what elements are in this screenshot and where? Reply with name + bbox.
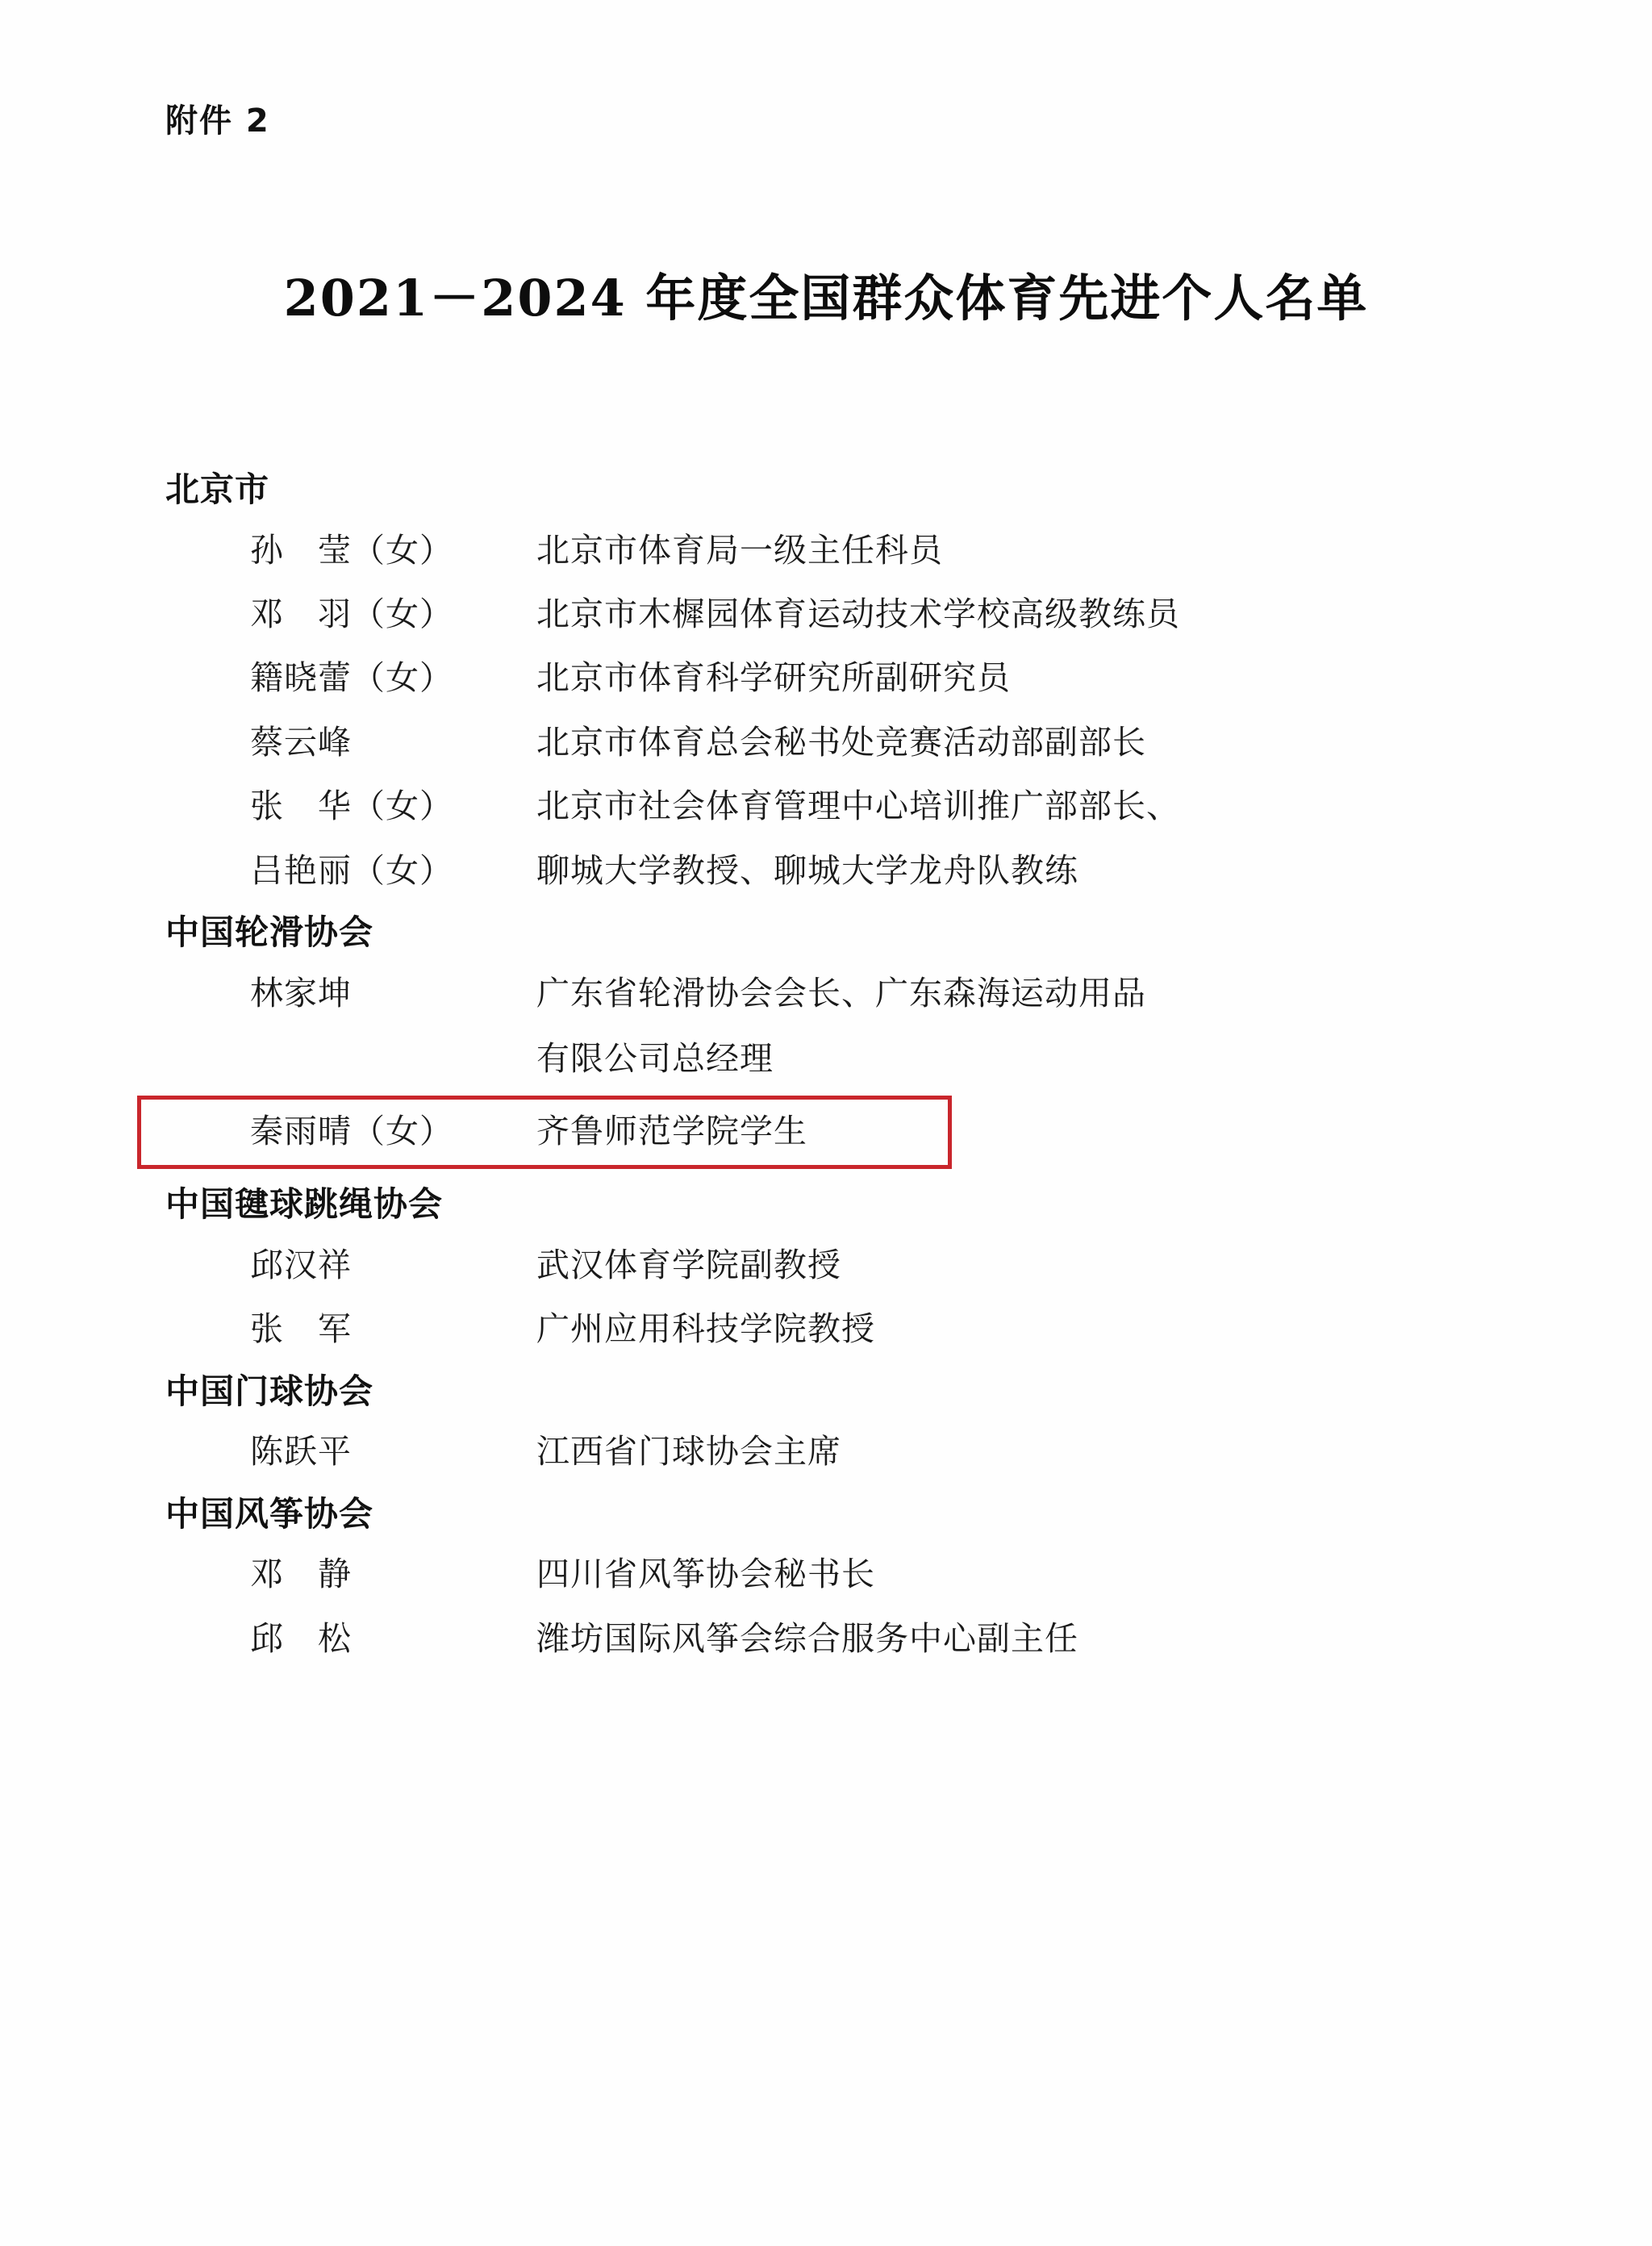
person-role-line-1: 武汉体育学院副教授 [536,1246,841,1284]
person-name: 邓 羽（女） [250,595,453,633]
section-heading: 北京市 [165,470,270,509]
person-role-line-1: 北京市木樨园体育运动技术学校高级教练员 [536,595,1180,633]
list-item [165,1305,1537,1353]
list-item [165,654,1537,702]
person-role-line-1: 北京市体育总会秘书处竞赛活动部副部长 [536,723,1146,761]
person-role-line-1: 聊城大学教授、聊城大学龙舟队教练 [536,851,1078,889]
person-role [536,847,1537,895]
person-role [536,970,1537,1083]
person-name: 林家坤 [250,974,352,1012]
list-item [165,970,1537,1083]
person-role [536,527,1537,574]
section-heading: 中国轮滑协会 [165,912,374,953]
list-item [165,1242,1537,1289]
list-item [165,1615,1537,1663]
list-item [165,719,1537,766]
person-role [536,719,1537,766]
person-role [536,1551,1537,1598]
person-role [536,783,1537,830]
person-name: 邓 静 [250,1555,352,1593]
person-name: 蔡云峰 [250,723,352,761]
page-title: 2021－2024 年度全国群众体育先进个人名单 [283,269,1369,328]
person-role-line-1: 潍坊国际风筝会综合服务中心副主任 [536,1619,1078,1657]
person-name: 孙 莹（女） [250,531,453,569]
person-role [536,1305,1537,1353]
person-name: 吕艳丽（女） [250,851,453,889]
person-role-line-1: 广州应用科技学院教授 [536,1310,875,1348]
person-role-line-1: 北京市社会体育管理中心培训推广部部长、 [536,787,1180,825]
person-role [536,654,1537,702]
person-name: 陈跃平 [250,1433,352,1471]
section-heading: 中国风筝协会 [165,1493,374,1534]
person-role-line-1: 四川省风筝协会秘书长 [536,1555,875,1593]
list-item-highlighted [141,1100,948,1165]
person-role-line-1: 北京市体育局一级主任科员 [536,531,943,569]
person-role-line-1: 北京市体育科学研究所副研究员 [536,659,1011,697]
person-role-line-2: 有限公司总经理 [536,1040,774,1078]
person-name: 张 军 [250,1310,352,1348]
person-role [536,591,1537,638]
list-item [165,783,1537,830]
person-role-line-1: 广东省轮滑协会会长、广东森海运动用品 [536,974,1146,1012]
list-item [165,527,1537,574]
person-name: 邱 松 [250,1619,352,1657]
person-role-line-1: 江西省门球协会主席 [536,1433,841,1471]
person-role [536,1615,1537,1663]
person-role-line-1: 齐鲁师范学院学生 [536,1112,807,1150]
list-item [165,1428,1537,1476]
person-name: 邱汉祥 [250,1246,352,1284]
person-role [536,1428,1537,1476]
name-list-body [165,468,1537,1679]
list-item [165,1551,1537,1598]
attachment-label: 附件 2 [165,102,270,140]
person-role [536,1242,1537,1289]
list-item [165,847,1537,895]
list-item [165,591,1537,638]
person-name: 秦雨晴（女） [250,1112,453,1150]
section-heading: 中国门球协会 [165,1371,374,1411]
section-heading: 中国毽球跳绳协会 [165,1184,444,1225]
person-role [536,1108,948,1155]
person-name: 籍晓蕾（女） [250,659,453,697]
person-name: 张 华（女） [250,787,453,825]
